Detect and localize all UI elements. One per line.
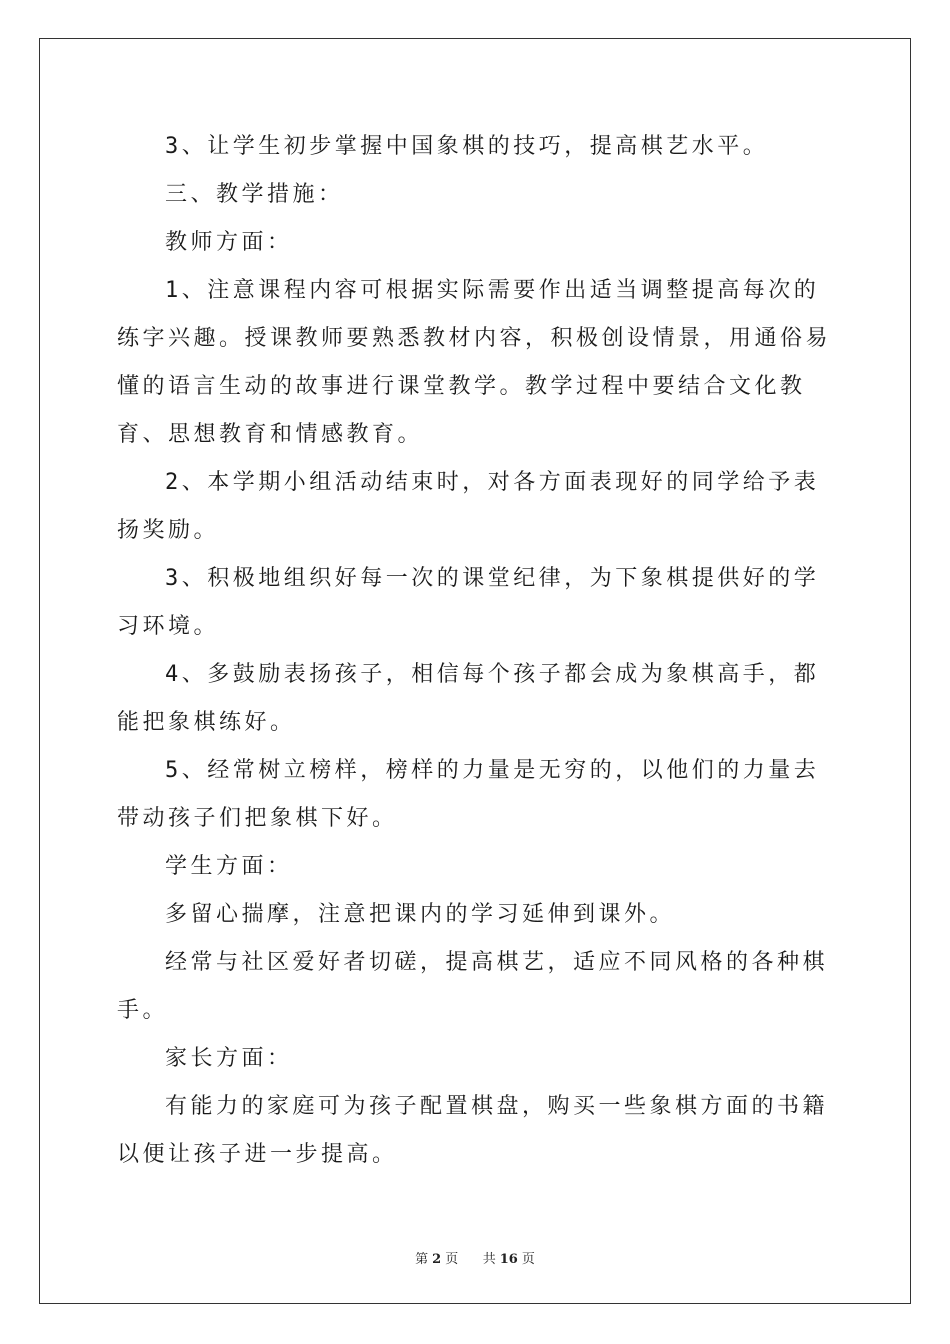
total-prefix: 共 xyxy=(482,1252,496,1267)
total-suffix: 页 xyxy=(521,1252,535,1267)
page-indicator xyxy=(413,1252,460,1267)
subsection-heading: 家长方面： xyxy=(165,1046,293,1071)
subsection-heading: 学生方面： xyxy=(165,854,293,879)
page-prefix: 第 xyxy=(415,1252,429,1267)
section-heading: 三、教学措施： xyxy=(165,182,344,207)
paragraph: 2、本学期小组活动结束时，对各方面表现好的同学给予表扬奖励。 xyxy=(117,470,820,543)
paragraph: 3、让学生初步掌握中国象棋的技巧，提高棋艺水平。 xyxy=(165,134,769,159)
page-footer xyxy=(0,1248,950,1267)
subsection-heading: 教师方面： xyxy=(165,230,293,255)
paragraph: 3、积极地组织好每一次的课堂纪律，为下象棋提供好的学习环境。 xyxy=(117,566,820,639)
paragraph: 5、经常树立榜样，榜样的力量是无穷的，以他们的力量去带动孩子们把象棋下好。 xyxy=(117,758,820,831)
paragraph: 多留心揣摩，注意把课内的学习延伸到课外。 xyxy=(165,902,676,927)
paragraph: 有能力的家庭可为孩子配置棋盘，购买一些象棋方面的书籍以便让孩子进一步提高。 xyxy=(117,1094,829,1167)
page-number: 2 xyxy=(432,1252,442,1267)
document-body xyxy=(117,123,837,1179)
page-suffix: 页 xyxy=(445,1252,459,1267)
total-pages-number: 16 xyxy=(499,1252,518,1267)
total-pages-indicator xyxy=(481,1252,537,1267)
paragraph: 1、注意课程内容可根据实际需要作出适当调整提高每次的练字兴趣。授课教师要熟悉教材内容，积极创设情景，用通俗易懂的语言生动的故事进行课堂教学。教学过程中要结合文化教育、思想教育和情感教育。 xyxy=(117,278,832,447)
paragraph: 4、多鼓励表扬孩子，相信每个孩子都会成为象棋高手，都能把象棋练好。 xyxy=(117,662,820,735)
paragraph: 经常与社区爱好者切磋，提高棋艺，适应不同风格的各种棋手。 xyxy=(117,950,829,1023)
